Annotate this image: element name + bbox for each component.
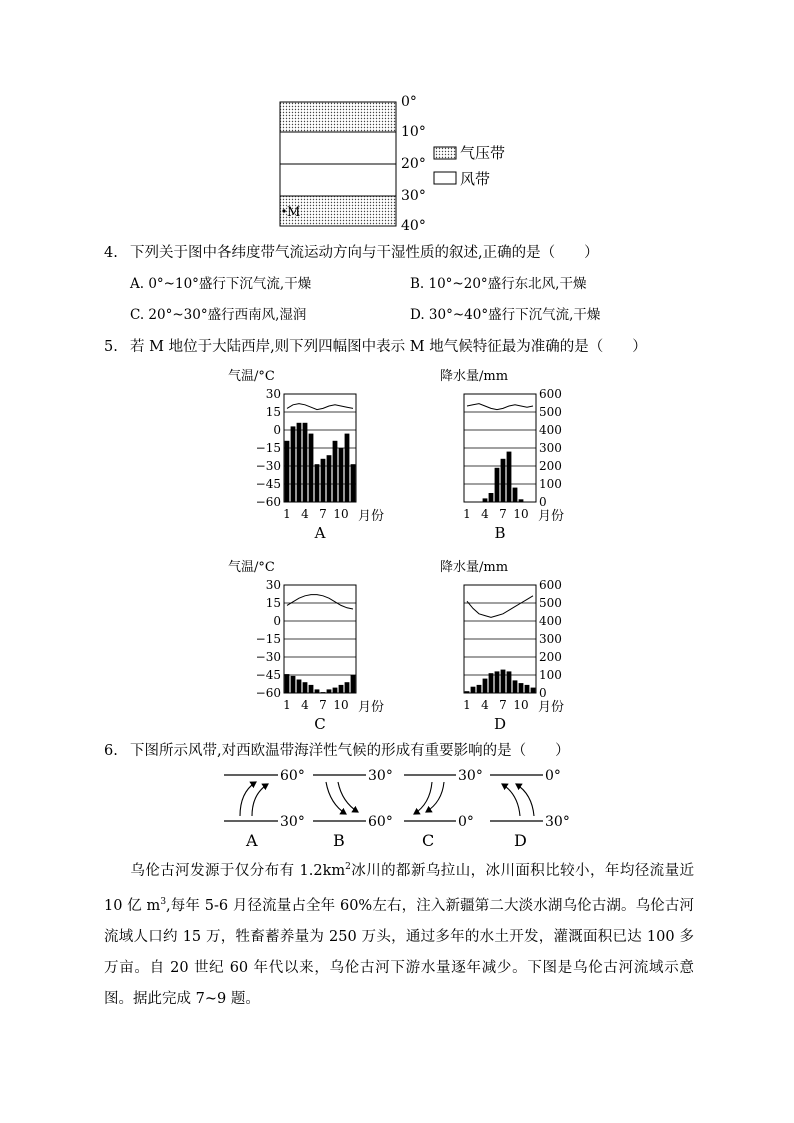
precip-bar: [333, 441, 338, 502]
y-tick-label: 100: [539, 477, 562, 491]
axis-title: 气温/°C: [228, 560, 275, 575]
x-tick-label: 7: [499, 698, 507, 712]
x-tick-label: 4: [301, 507, 309, 521]
question-number: 4.: [104, 245, 118, 261]
y-tick-label: 300: [539, 632, 562, 646]
y-tick-label: 15: [265, 596, 281, 610]
x-tick-label: 4: [301, 698, 309, 712]
passage-sup-1: 2: [345, 862, 351, 872]
y-tick-label: 0: [539, 686, 547, 700]
wind-panel-d[interactable]: [490, 768, 570, 850]
precip-bar: [525, 685, 530, 693]
wind-c-top-label: 30°: [458, 768, 483, 784]
y-tick-label: −15: [255, 632, 281, 646]
y-tick-label: −30: [255, 459, 281, 473]
lat-label-40: 40°: [401, 218, 426, 234]
axis-title: 气温/°C: [228, 369, 275, 384]
passage-text-1: 乌伦古河发源于仅分布有 1.2km: [130, 862, 346, 879]
x-tick-label: 1: [463, 507, 471, 521]
wind-c-bottom-label: 0°: [458, 814, 474, 830]
wind-d-bottom-label: 30°: [545, 814, 570, 830]
x-axis-label: 月份: [538, 700, 565, 715]
climate-chart-c: [220, 557, 390, 735]
precip-bar: [495, 671, 500, 693]
x-tick-label: 1: [283, 507, 291, 521]
belt-diagram: [270, 90, 530, 236]
axis-title: 降水量/mm: [440, 560, 509, 575]
precip-bar: [303, 682, 308, 693]
y-tick-label: −60: [255, 495, 281, 509]
precip-bar: [297, 680, 302, 694]
precip-bar: [339, 448, 344, 502]
lat-label-30: 30°: [401, 188, 426, 204]
precip-bar: [309, 434, 314, 502]
precip-bar: [285, 674, 290, 693]
wind-panel-a[interactable]: [224, 768, 305, 850]
legend-pressure-label: 气压带: [460, 144, 506, 162]
precip-bar: [501, 459, 506, 502]
q4-option-d[interactable]: D. 30°~40°盛行下沉气流,干燥: [410, 307, 601, 323]
passage-sup-2: 3: [160, 896, 167, 907]
wind-d-top-label: 0°: [545, 768, 561, 784]
q4-option-a[interactable]: A. 0°~10°盛行下沉气流,干燥: [130, 276, 312, 292]
temperature-curve: [287, 595, 353, 609]
x-tick-label: 7: [319, 698, 327, 712]
reading-passage: [104, 852, 694, 1015]
wind-belt-options: [218, 764, 588, 852]
precip-bar: [345, 434, 350, 502]
precip-bar: [471, 687, 476, 693]
lat-label-0: 0°: [401, 94, 417, 110]
x-tick-label: 10: [333, 698, 349, 712]
x-tick-label: 7: [499, 507, 507, 521]
y-tick-label: 400: [539, 614, 562, 628]
y-tick-label: 400: [539, 423, 562, 437]
wind-a-top-label: 60°: [280, 768, 305, 784]
wind-b-label: B: [333, 831, 345, 850]
precip-bar: [315, 464, 320, 502]
precip-bar: [315, 689, 320, 693]
lat-label-20: 20°: [401, 156, 426, 172]
legend-pressure-swatch: [434, 147, 456, 159]
precip-bar: [531, 688, 536, 693]
y-tick-label: 0: [539, 495, 547, 509]
precip-bar: [291, 676, 296, 693]
y-tick-label: 500: [539, 405, 562, 419]
precip-bar: [351, 675, 356, 693]
lat-label-10: 10°: [401, 124, 426, 140]
precip-bar: [483, 679, 488, 693]
wind-panel-c[interactable]: [404, 768, 483, 850]
climate-chart-a: [220, 366, 390, 544]
x-tick-label: 10: [333, 507, 349, 521]
x-tick-label: 4: [481, 698, 489, 712]
y-tick-label: 600: [539, 387, 562, 401]
precip-bar: [291, 426, 296, 502]
precip-bar: [483, 498, 488, 502]
legend-wind-label: 风带: [460, 170, 491, 188]
wind-panel-b[interactable]: [313, 768, 393, 850]
wind-belt-10-20: [280, 132, 396, 164]
x-tick-label: 7: [319, 507, 327, 521]
precip-bar: [519, 499, 524, 502]
y-tick-label: 600: [539, 578, 562, 592]
precip-bar: [507, 452, 512, 502]
precip-bar: [495, 468, 500, 502]
wind-b-top-label: 30°: [368, 768, 393, 784]
y-tick-label: 500: [539, 596, 562, 610]
y-tick-label: 30: [265, 387, 281, 401]
y-tick-label: 30: [265, 578, 281, 592]
precip-bar: [321, 692, 326, 693]
precip-bar: [351, 464, 356, 502]
precip-bar: [285, 441, 290, 502]
wind-b-bottom-label: 60°: [368, 814, 393, 830]
temperature-curve: [287, 404, 353, 410]
x-tick-label: 1: [283, 698, 291, 712]
precip-bar: [333, 688, 338, 693]
precip-bar: [309, 685, 314, 693]
precip-bar: [513, 488, 518, 502]
y-tick-label: 200: [539, 459, 562, 473]
q4-option-b[interactable]: B. 10°~20°盛行东北风,干燥: [410, 276, 587, 292]
y-tick-label: −15: [255, 441, 281, 455]
wind-c-label: C: [422, 831, 435, 850]
temperature-curve: [467, 404, 533, 410]
climate-chart-b: [400, 366, 570, 544]
x-axis-label: 月份: [358, 509, 385, 524]
x-axis-label: 月份: [358, 700, 385, 715]
precip-bar: [477, 685, 482, 693]
wind-a-label: A: [246, 831, 258, 850]
y-tick-label: 100: [539, 668, 562, 682]
q4-option-c[interactable]: C. 20°~30°盛行西南风,湿润: [130, 307, 307, 323]
y-tick-label: −45: [255, 477, 281, 491]
point-m-dot: [282, 209, 285, 212]
precip-bar: [321, 459, 326, 502]
question-text: 下图所示风带,对西欧温带海洋性气候的形成有重要影响的是（ ）: [130, 743, 570, 759]
question-text: 下列关于图中各纬度带气流运动方向与干湿性质的叙述,正确的是（ ）: [130, 245, 599, 261]
precip-bar: [327, 455, 332, 502]
question-text: 若 M 地位于大陆西岸,则下列四幅图中表示 M 地气候特征最为准确的是（ ）: [130, 339, 647, 355]
precip-bar: [465, 691, 470, 693]
precip-bar: [345, 682, 350, 693]
precip-bar: [339, 685, 344, 693]
precip-bar: [303, 423, 308, 502]
axis-title: 降水量/mm: [440, 369, 509, 384]
y-tick-label: 0: [273, 614, 281, 628]
y-tick-label: −60: [255, 686, 281, 700]
y-tick-label: 200: [539, 650, 562, 664]
passage-text-3: ,每年 5-6 月径流量占全年 60%左右，注入新疆第二大淡水湖乌伦古湖。乌伦古河流域人口约 15 万，牲畜蓄养量为 250 万头，通过多年的水土开发，灌溉面积已达 100 多万亩。自 20 世纪 60 年代以来，乌伦古河下游水量逐年减少。下图是乌伦古河流域示意图。据此完成 7~9 题。: [104, 897, 695, 1007]
y-tick-label: 0: [273, 423, 281, 437]
wind-belt-20-30: [280, 164, 396, 196]
panel-label: A: [314, 524, 326, 542]
question-4: [104, 244, 599, 262]
wind-a-bottom-label: 30°: [280, 814, 305, 830]
question-number: 6.: [104, 743, 118, 759]
passage-text-2: 冰川的都新乌拉山，冰川面积比较小，年均径流量近 10 亿 m: [104, 862, 694, 914]
precip-bar: [489, 673, 494, 693]
precip-bar: [507, 671, 512, 693]
x-tick-label: 10: [513, 698, 529, 712]
y-tick-label: −45: [255, 668, 281, 682]
temperature-curve: [467, 596, 533, 618]
precip-bar: [501, 670, 506, 693]
legend-wind-swatch: [434, 172, 456, 184]
x-tick-label: 1: [463, 698, 471, 712]
wind-d-label: D: [514, 831, 527, 850]
y-tick-label: 15: [265, 405, 281, 419]
question-number: 5.: [104, 339, 118, 355]
precip-bar: [489, 493, 494, 502]
point-m-label: M: [287, 205, 301, 220]
precip-bar: [297, 423, 302, 502]
panel-label: B: [494, 524, 506, 542]
question-5: [104, 338, 647, 356]
x-tick-label: 10: [513, 507, 529, 521]
precip-bar: [513, 680, 518, 693]
panel-label: D: [493, 715, 507, 733]
y-tick-label: 300: [539, 441, 562, 455]
panel-label: C: [314, 715, 326, 733]
precip-bar: [519, 683, 524, 693]
y-tick-label: −30: [255, 650, 281, 664]
question-6: [104, 742, 570, 760]
pressure-belt-0-10: [280, 102, 396, 132]
x-tick-label: 4: [481, 507, 489, 521]
climate-chart-d: [400, 557, 570, 735]
precip-bar: [327, 689, 332, 693]
x-axis-label: 月份: [538, 509, 565, 524]
